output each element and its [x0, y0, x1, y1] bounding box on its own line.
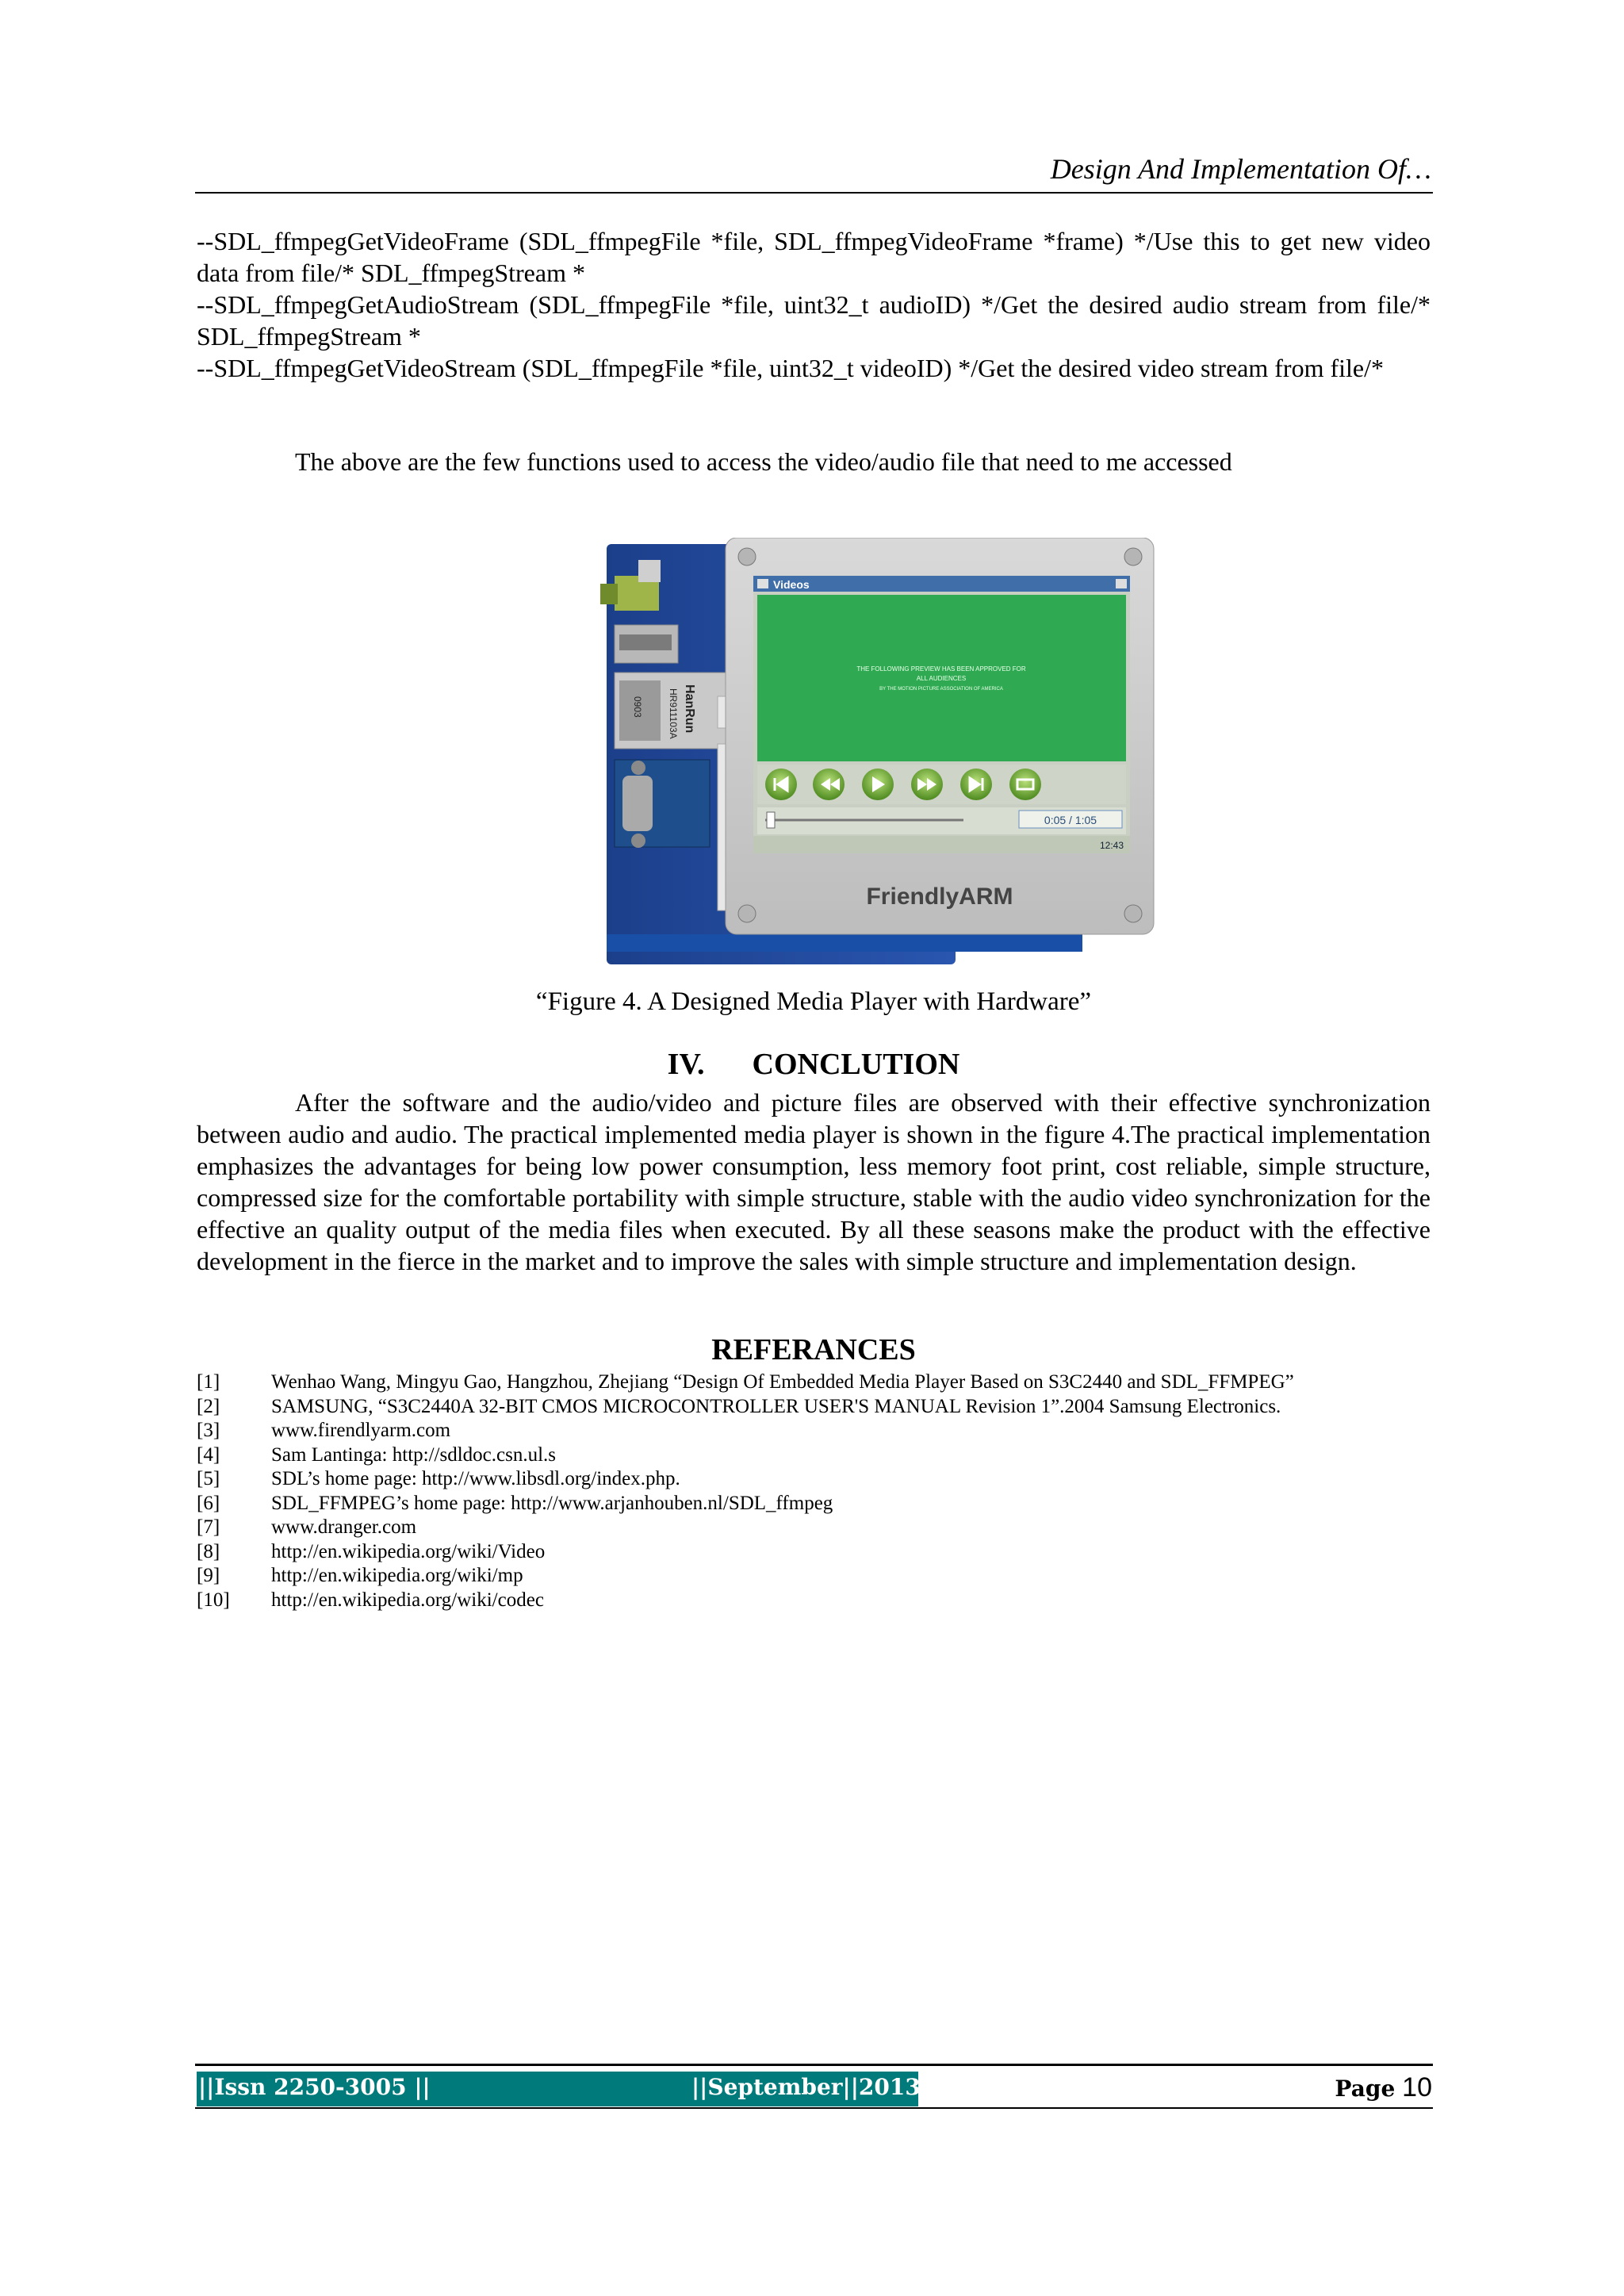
window-title: Videos — [773, 578, 810, 591]
reference-number: [7] — [197, 1516, 220, 1538]
chip-label: 0903 — [632, 696, 643, 718]
page-label: Page — [1335, 2076, 1396, 2102]
reference-item — [197, 1540, 1431, 1565]
reference-text: SDL’s home page: http://www.libsdl.org/index.php. — [271, 1468, 680, 1489]
running-title: Design And Implementation Of… — [1050, 153, 1431, 185]
function-list — [197, 225, 1431, 384]
reference-text: http://en.wikipedia.org/wiki/codec — [271, 1589, 544, 1611]
audio-jack-2 — [638, 560, 661, 582]
reference-text: Wenhao Wang, Mingyu Gao, Hangzhou, Zhejiang “Design Of Embedded Media Player Based on S3C2440 and SDL_FFMPEG” — [271, 1371, 1294, 1393]
seek-handle — [767, 812, 775, 828]
references-heading: REFERANCES — [711, 1333, 916, 1366]
reference-item — [197, 1370, 1431, 1395]
figure-caption: “Figure 4. A Designed Media Player with Hardware” — [535, 987, 1092, 1016]
fast-forward-icon — [911, 769, 943, 800]
footer-date: ||September||2013|| — [691, 2074, 937, 2100]
screw-icon — [1124, 548, 1142, 565]
play-icon — [862, 769, 894, 800]
footer-issn: ||Issn 2250-3005 || — [198, 2074, 431, 2100]
chip-label: HR911103A — [668, 688, 679, 739]
ethernet-port — [615, 673, 726, 749]
reference-item — [197, 1419, 1431, 1443]
reference-text: http://en.wikipedia.org/wiki/Video — [271, 1540, 546, 1562]
brand-label: FriendlyARM — [866, 884, 1013, 910]
code-line: --SDL_ffmpegGetVideoStream (SDL_ffmpegFile *file, uint32_t videoID) */Get the desired video stream from file/* — [197, 354, 1384, 382]
screw-icon — [738, 905, 756, 922]
clock: 12:43 — [1099, 840, 1124, 851]
serial-connector — [615, 760, 710, 848]
header-rule — [195, 192, 1433, 194]
code-line: --SDL_ffmpegGetVideoFrame (SDL_ffmpegFile *file, SDL_ffmpegVideoFrame *frame) */Use this to get new video data from file/* SDL_ffmpegStream * — [197, 227, 1431, 287]
fullscreen-icon — [1009, 769, 1041, 800]
page-number-value: 10 — [1402, 2072, 1432, 2102]
conclusion-text — [197, 1087, 1431, 1277]
reference-number: [5] — [197, 1468, 220, 1489]
reference-number: [2] — [197, 1395, 220, 1417]
reference-text: SAMSUNG, “S3C2440A 32-BIT CMOS MICROCONTROLLER USER'S MANUAL Revision 1”.2004 Samsung Electronics. — [271, 1395, 1281, 1417]
close-icon — [1116, 579, 1127, 588]
reference-number: [9] — [197, 1565, 220, 1586]
intro-paragraph: The above are the few functions used to access the video/audio file that need to me accessed — [295, 447, 1232, 476]
reference-number: [8] — [197, 1540, 220, 1562]
reference-item — [197, 1467, 1431, 1492]
chip-label: HanRun — [683, 684, 696, 734]
svg-text:THE FOLLOWING PREVIEW HAS BEEN: THE FOLLOWING PREVIEW HAS BEEN APPROVED FOR — [856, 665, 1026, 673]
skip-back-icon — [765, 769, 797, 800]
reference-text: SDL_FFMPEG’s home page: http://www.arjanhouben.nl/SDL_ffmpeg — [271, 1492, 833, 1514]
code-line: --SDL_ffmpegGetAudioStream (SDL_ffmpegFile *file, uint32_t audioID) */Get the desired audio stream from file/* SDL_ffmpegStream * — [197, 290, 1431, 351]
reference-text: Sam Lantinga: http://sdldoc.csn.ul.s — [271, 1443, 556, 1466]
taskbar — [753, 836, 1130, 853]
reference-text: www.firendlyarm.com — [271, 1420, 451, 1441]
rewind-icon — [813, 769, 845, 800]
reference-text: http://en.wikipedia.org/wiki/mp — [271, 1565, 523, 1586]
reference-item — [197, 1395, 1431, 1420]
svg-text:BY THE MOTION PICTURE ASSOCIAT: BY THE MOTION PICTURE ASSOCIATION OF AMERICA — [879, 687, 1003, 692]
page-number — [1285, 2072, 1432, 2103]
usb-port — [615, 625, 678, 663]
reference-item — [197, 1492, 1431, 1516]
skip-forward-icon — [960, 769, 992, 800]
footer-rule — [195, 2107, 1433, 2109]
section-title: CONCLUTION — [752, 1048, 960, 1081]
reference-number: [4] — [197, 1443, 220, 1466]
reference-number: [6] — [197, 1492, 220, 1514]
screw-icon — [1124, 905, 1142, 922]
section-heading — [197, 1047, 1431, 1082]
reference-number: [10] — [197, 1589, 230, 1611]
screw-icon — [738, 548, 756, 565]
svg-text:ALL AUDIENCES: ALL AUDIENCES — [916, 675, 967, 682]
reference-item — [197, 1564, 1431, 1589]
reference-item — [197, 1443, 1431, 1468]
lcd-screen — [753, 576, 1130, 853]
video-window-icon — [757, 579, 768, 588]
reference-number: [3] — [197, 1420, 220, 1441]
footer-rule — [195, 2064, 1433, 2066]
media-player-figure — [591, 538, 1162, 966]
conclusion-paragraph: After the software and the audio/video and picture files are observed with their effective synchronization between audio and audio. The practical implemented media player is shown in the figure 4.The practical implementation emphasizes the advantages for being low power consumption, less memory foot print, cost reliable, simple structure, compressed size for the comfortable portability with simple structure, stable with the audio video synchronization for the effective an quality output of the media files when executed. By all these seasons make the product with the effective development in the fierce in the market and to improve the sales with simple structure and implementation design. — [197, 1088, 1431, 1275]
time-display: 0:05 / 1:05 — [1044, 814, 1097, 826]
reference-number: [1] — [197, 1371, 220, 1393]
section-number: IV. — [667, 1048, 705, 1081]
reference-item — [197, 1589, 1431, 1613]
reference-list — [197, 1370, 1431, 1612]
reference-item — [197, 1516, 1431, 1540]
reference-text: www.dranger.com — [271, 1516, 417, 1538]
